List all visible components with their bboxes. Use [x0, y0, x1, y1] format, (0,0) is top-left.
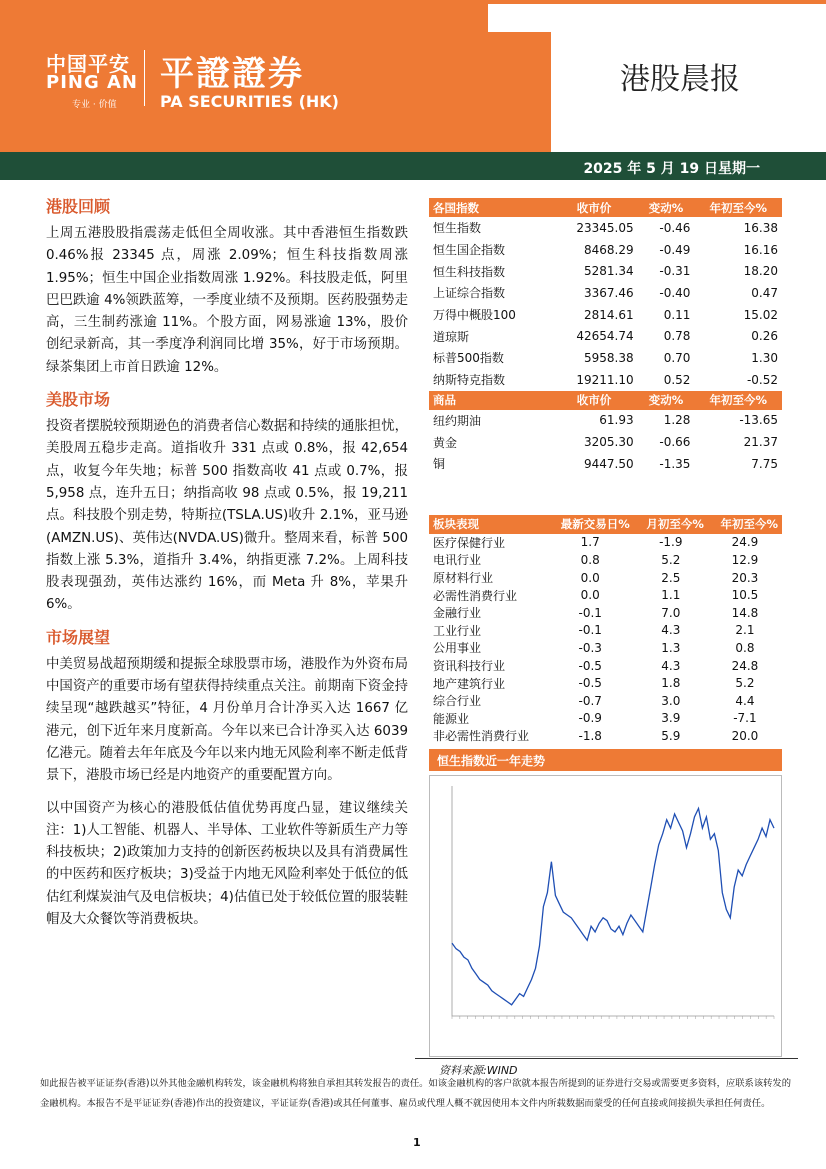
indices-header-row — [429, 198, 782, 217]
cell-value: 1.3 — [661, 640, 681, 655]
column-header: 变动% — [638, 198, 695, 217]
logo-slogan: 专业 · 价值 — [72, 100, 117, 110]
sector-row — [429, 551, 782, 569]
sector-row — [429, 727, 782, 745]
cell-value: 1.7 — [580, 535, 600, 550]
row-label: 恒生指数 — [433, 221, 482, 236]
date-bar — [0, 152, 826, 180]
row-label: 原材料行业 — [433, 571, 494, 586]
cell-value: 24.8 — [731, 658, 759, 673]
column-header: 收市价 — [550, 391, 637, 410]
indices-table — [429, 198, 782, 475]
cell-value: -0.46 — [659, 220, 691, 235]
cell-value: -0.9 — [578, 711, 602, 726]
footer-divider — [415, 1058, 798, 1059]
cell-value: -1.35 — [659, 456, 691, 471]
sector-row — [429, 692, 782, 710]
chart-title: 恒生指数近一年走势 — [429, 749, 782, 771]
column-header: 各国指数 — [429, 198, 550, 217]
hsi-chart — [429, 775, 782, 1057]
cell-value: -0.40 — [659, 285, 691, 300]
row-label: 电讯行业 — [433, 553, 482, 568]
cell-value: -0.3 — [578, 640, 602, 655]
index-row — [429, 217, 782, 239]
sector-row — [429, 639, 782, 657]
commentary-column — [46, 194, 408, 931]
cell-value: 20.0 — [731, 728, 759, 743]
column-header: 板块表现 — [429, 515, 547, 534]
report-title: 港股晨报 — [620, 62, 740, 97]
sector-row — [429, 657, 782, 675]
hk-review-paragraph: 上周五港股股指震荡走低但全周收涨。其中香港恒生指数跌 0.46%报 23345 点，周涨 2.09%；恒生科技指数周涨 1.95%；恒生中国企业指数周涨 1.92%。科技股走低，阿里巴巴跌逾 4%领跌蓝筹，一季度业绩不及预期。医药股强势走高，三生制药涨逾 11%。个股方面，网易涨逾 13%，股价创纪录新高，其一季度净利润同比增 35%，好于市场预期。绿茶集团上市首日跌逾 12%。 — [46, 226, 408, 375]
cell-value: 0.8 — [735, 640, 755, 655]
cell-value: 5958.38 — [584, 350, 634, 365]
cell-value: 4.4 — [735, 693, 755, 708]
cell-value: 2.1 — [735, 623, 755, 638]
sector-row — [429, 622, 782, 640]
row-label: 非必需性消费行业 — [433, 729, 530, 744]
cell-value: 5.2 — [735, 676, 755, 691]
commodity-header-row — [429, 391, 782, 410]
cell-value: 16.16 — [743, 242, 778, 257]
cell-value: 21.37 — [743, 435, 778, 450]
index-row — [429, 325, 782, 347]
cell-value: 5.9 — [661, 728, 681, 743]
cell-value: 1.30 — [751, 350, 778, 365]
disclaimer: 如此报告被平证证券(香港)以外其他金融机构转发，该金融机构将独自承担其转发报告的责任。如该金融机构的客户欲就本报告所提到的证券进行交易或需要更多资料，应联系该转发的金融机构。本报告不是平证证券(香港)作出的投资建议，平证证券(香港)或其任何董事、雇员或代理人概不就因使用本文件内所载数据而蒙受的任何直接或间接损失承担任何责任。 — [40, 1078, 792, 1109]
header-white-strip — [488, 4, 826, 32]
commodity-row — [429, 410, 782, 432]
cell-value: -7.1 — [733, 711, 757, 726]
sector-row — [429, 604, 782, 622]
row-label: 工业行业 — [433, 623, 482, 638]
series-line-hsi — [452, 808, 774, 1004]
cell-value: 15.02 — [743, 307, 778, 322]
column-header: 收市价 — [550, 198, 637, 217]
cell-value: 12.9 — [731, 552, 759, 567]
data-column — [429, 198, 782, 1078]
column-header: 年初至今% — [694, 198, 782, 217]
section-title-hk-review: 港股回顾 — [46, 197, 111, 216]
cell-value: -0.1 — [578, 605, 602, 620]
column-header: 月初至今% — [634, 515, 708, 534]
cell-value: -1.9 — [659, 535, 683, 550]
row-label: 标普500指数 — [433, 351, 504, 366]
row-label: 纳斯特克指数 — [433, 373, 506, 388]
row-label: 铜 — [433, 457, 446, 472]
index-row — [429, 347, 782, 369]
brand-name-english: PA SECURITIES (HK) — [160, 92, 339, 111]
cell-value: -0.49 — [659, 242, 691, 257]
cell-value: 1.28 — [663, 413, 691, 428]
cell-value: -0.1 — [578, 623, 602, 638]
sector-table — [429, 515, 782, 745]
cell-value: -0.7 — [578, 693, 602, 708]
row-label: 资讯科技行业 — [433, 659, 506, 674]
cell-value: 0.0 — [580, 588, 600, 603]
cell-value: 14.8 — [731, 605, 759, 620]
column-header: 商品 — [429, 391, 550, 410]
outlook-paragraph-1: 中美贸易战超预期缓和提振全球股票市场，港股作为外资布局中国资产的重要市场有望获得持续重点关注。前期南下资金持续呈现“越跌越买”特征，4 月份单月合计净买入达 1667 亿港元，创下近年来月度新高。今年以来已合计净买入达 6039 亿港元。随着去年年底及今年以来内地无风险利率不断走低背景下，港股市场已经是内地资产的重要配置方向。 — [46, 656, 408, 784]
data-source: 资料来源:WIND — [439, 1063, 518, 1077]
cell-value: 3.9 — [661, 711, 681, 726]
cell-value: 0.47 — [751, 285, 778, 300]
logo-divider — [144, 50, 145, 106]
section-title-us-market: 美股市场 — [46, 390, 111, 410]
cell-value: 7.0 — [661, 605, 681, 620]
cell-value: 0.26 — [751, 329, 778, 344]
column-header: 年初至今% — [708, 515, 782, 534]
cell-value: -1.8 — [578, 728, 602, 743]
cell-value: 61.93 — [599, 413, 634, 428]
pingan-logo-text: 中国平安 — [46, 52, 130, 76]
cell-value: 0.70 — [663, 350, 691, 365]
cell-value: 8468.29 — [584, 242, 634, 257]
row-label: 黄金 — [433, 435, 458, 450]
cell-value: 0.11 — [663, 307, 691, 322]
cell-value: -0.52 — [746, 372, 778, 387]
row-label: 金融行业 — [433, 606, 482, 621]
row-label: 万得中概股100 — [433, 308, 516, 323]
index-row — [429, 282, 782, 304]
cell-value: 20.3 — [731, 570, 759, 585]
cell-value: -13.65 — [739, 413, 778, 428]
cell-value: 0.8 — [580, 552, 600, 567]
sector-row — [429, 674, 782, 692]
cell-value: 3367.46 — [584, 285, 634, 300]
row-label: 恒生科技指数 — [433, 264, 506, 279]
row-label: 上证综合指数 — [433, 286, 506, 301]
pingan-logo-english: PING AN — [46, 72, 138, 93]
section-title-outlook: 市场展望 — [46, 627, 111, 647]
cell-value: 23345.05 — [576, 220, 634, 235]
cell-value: -0.5 — [578, 676, 602, 691]
cell-value: 0.0 — [580, 570, 600, 585]
us-market-paragraph: 投资者摆脱较预期逊色的消费者信心数据和持续的通胀担忧，美股周五稳步走高。道指收升 331 点或 0.8%，报 42,654 点，收复今年失地；标普 500 指数高收 41 点或 0.7%，报 5,958 点，连升五日；纳指高收 98 点或 0.5%，报 19,211 点。科技股个别走势，特斯拉(TSLA.US)收升 2.1%，亚马逊(AMZN.US)、英伟达(NVDA.US)微升。整周来看，标普 500 指数上涨 5.3%，道指升 3.4%，纳指更涨 7.2%。上周科技股表现强劲，英伟达涨约 16%，而 Meta 升 8%，苹果升 6%。 — [46, 419, 408, 613]
cell-value: 16.38 — [743, 220, 778, 235]
cell-value: 2.5 — [661, 570, 681, 585]
outlook-paragraph-2: 以中国资产为核心的港股低估值优势再度凸显，建议继续关注：1)人工智能、机器人、半导体、工业软件等新质生产力等科技板块；2)政策加力支持的创新医药板块以及具有消费属性的中医药和医疗板块；3)受益于内地无风险利率处于低位的低估红利煤炭油气及电信板块；4)估值已处于较低位置的服装鞋帽及大众餐饮等消费板块。 — [46, 800, 408, 928]
row-label: 纽约期油 — [433, 413, 482, 428]
header-banner — [0, 0, 826, 152]
cell-value: 3.0 — [661, 693, 681, 708]
row-label: 能源业 — [433, 711, 470, 726]
cell-value: -0.31 — [659, 264, 691, 279]
cell-value: 42654.74 — [576, 329, 634, 344]
brand-name: 平證證券 — [160, 54, 304, 94]
cell-value: 19211.10 — [576, 372, 634, 387]
row-label: 综合行业 — [433, 694, 482, 709]
cell-value: 5281.34 — [584, 264, 634, 279]
cell-value: 1.1 — [661, 588, 681, 603]
cell-value: -0.5 — [578, 658, 602, 673]
cell-value: 4.3 — [661, 623, 681, 638]
cell-value: 10.5 — [731, 588, 759, 603]
index-row — [429, 260, 782, 282]
index-row — [429, 304, 782, 326]
column-header: 最新交易日% — [547, 515, 634, 534]
sector-row — [429, 534, 782, 552]
row-label: 地产建筑行业 — [433, 676, 506, 691]
x-ticks — [452, 1016, 774, 1019]
sector-row — [429, 710, 782, 728]
cell-value: 0.78 — [663, 329, 691, 344]
page-number: 1 — [413, 1136, 421, 1149]
cell-value: -0.66 — [659, 435, 691, 450]
row-label: 恒生国企指数 — [433, 243, 506, 258]
hsi-chart-svg — [430, 776, 781, 1056]
cell-value: 3205.30 — [584, 435, 634, 450]
sector-header-row — [429, 515, 782, 534]
commodity-row — [429, 431, 782, 453]
column-header: 年初至今% — [694, 391, 782, 410]
report-date: 2025 年 5 月 19 日星期一 — [583, 161, 760, 177]
sector-row — [429, 586, 782, 604]
cell-value: 7.75 — [751, 456, 778, 471]
chart-axes — [452, 786, 774, 1016]
cell-value: 1.8 — [661, 676, 681, 691]
cell-value: 24.9 — [731, 535, 759, 550]
row-label: 必需性消费行业 — [433, 588, 518, 603]
cell-value: 4.3 — [661, 658, 681, 673]
cell-value: 5.2 — [661, 552, 681, 567]
cell-value: 9447.50 — [584, 456, 634, 471]
sector-row — [429, 569, 782, 587]
table-gap — [429, 475, 782, 515]
cell-value: 18.20 — [743, 264, 778, 279]
cell-value: 0.52 — [663, 372, 691, 387]
index-row — [429, 369, 782, 391]
commodity-row — [429, 453, 782, 475]
cell-value: 2814.61 — [584, 307, 634, 322]
row-label: 道琼斯 — [433, 329, 470, 344]
index-row — [429, 239, 782, 261]
row-label: 公用事业 — [433, 641, 482, 656]
column-header: 变动% — [638, 391, 695, 410]
row-label: 医疗保健行业 — [433, 535, 506, 550]
